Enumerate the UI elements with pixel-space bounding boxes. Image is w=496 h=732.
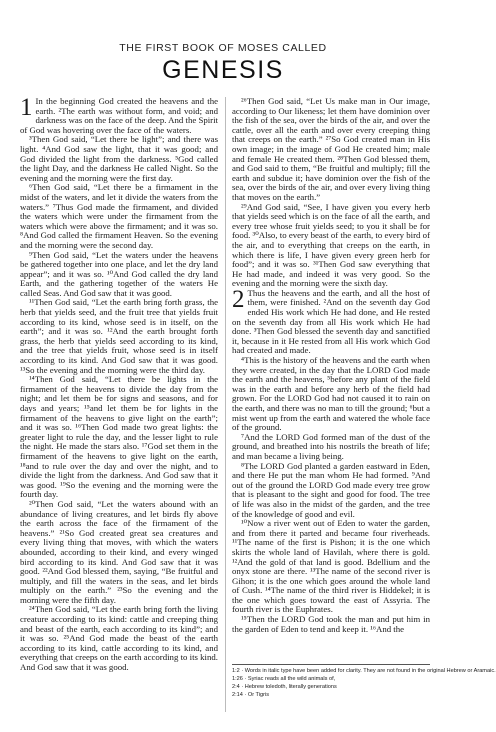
verse-paragraph: ¹⁵Then the LORD God took the man and put him in the garden of Eden to tend and keep it. ¹⁶And the bbox=[232, 614, 430, 634]
verse-paragraph: ²⁶Then God said, “Let Us make man in Our image, according to Our likeness; let them have dominion over the fish of the sea, over the birds of the air, and over the cattle, over all the earth and over every creeping thing that creeps on the earth.” ²⁷So God created man in His own image; in the image of God He created him; male and female He created them. ²⁸Then God blessed them, and God said to them, “Be fruitful and multiply; fill the earth and subdue it; have dominion over the fish of the sea, over the birds of the air, and over every living thing that moves on the earth.” bbox=[232, 96, 430, 202]
verse-paragraph: ³Then God said, “Let there be light”; and there was light. ⁴And God saw the light, that it was good; and God divided the light from the darkness. ⁵God called the light Day, and the darkness He called Night. So the evening and the morning were the first day. bbox=[20, 134, 218, 183]
book-title: GENESIS bbox=[162, 56, 284, 84]
verse-paragraph: ²⁴Then God said, “Let the earth bring forth the living creature according to its kind: cattle and creeping thing and beast of the earth, each according to its kind”; and it was so. ²⁵And God made the beast of the earth according to its kind, cattle according to its kind, and everything that creeps on the earth according to its kind. And God saw that it was good. bbox=[20, 604, 218, 673]
verse-paragraph: ⁴This is the history of the heavens and the earth when they were created, in the day that the LORD God made the earth and the heavens, ⁵before any plant of the field was in the earth and before any herb of the field had grown. For the LORD God had not caused it to rain on the earth, and there was no man to till the ground; ⁶but a mist went up from the earth and watered the whole face of the ground. bbox=[232, 355, 430, 433]
verse-paragraph: 2 Thus the heavens and the earth, and all the host of them, were finished. ²And on the seventh day God ended His work which He had done, and He rested on the seventh day from all His work which He had done. ³Then God blessed the seventh day and sanctified it, because in it He rested from all His work which God had created and made. bbox=[232, 285, 430, 356]
chapter-number-2: 2 bbox=[232, 285, 245, 313]
footnote: 2:4 · Hebrew toledoth, literally generations bbox=[232, 684, 337, 690]
verse-paragraph: ²⁰Then God said, “Let the waters abound with an abundance of living creatures, and let birds fly above the earth across the face of the firmament of the heavens.” ²¹So God created great sea creatures and every living thing that moves, with which the waters abounded, according to their kind, and every winged bird according to its kind. And God saw that it was good. ²²And God blessed them, saying, “Be fruitful and multiply, and fill the waters in the seas, and let birds multiply on the earth.” ²³So the evening and the morning were the fifth day. bbox=[20, 498, 218, 605]
verse-paragraph: 1 In the beginning God created the heavens and the earth. ²The earth was without form, and void; and darkness was on the face of the deep. And the Spirit of God was hovering over the face of the waters. bbox=[20, 94, 218, 135]
footnote: 1:26 · Syriac reads all the wild animals of, bbox=[232, 676, 336, 682]
right-column bbox=[232, 97, 430, 634]
book-subtitle: THE FIRST BOOK OF MOSES CALLED bbox=[119, 42, 327, 54]
footnotes bbox=[232, 664, 496, 699]
verse-paragraph: ⁸The LORD God planted a garden eastward in Eden, and there He put the man whom He had formed. ⁹And out of the ground the LORD God made every tree grow that is pleasant to the sight and good for food. The tree of life was also in the midst of the garden, and the tree of the knowledge of good and evil. bbox=[232, 460, 430, 519]
chapter-number-1: 1 bbox=[20, 94, 33, 121]
verse-paragraph: ²⁹And God said, “See, I have given you every herb that yields seed which is on the face of all the earth, and every tree whose fruit yields seed; to you it shall be for food. ³⁰Also, to every beast of the earth, to every bird of the air, and to everything that creeps on the earth, in which there is life, I have given every green herb for food”; and it was so. ³¹Then God saw everything that He had made, and indeed it was very good. So the evening and the morning were the sixth day. bbox=[232, 201, 430, 289]
verse-paragraph: ⁷And the LORD God formed man of the dust of the ground, and breathed into his nostrils the breath of life; and man became a living being. bbox=[232, 431, 430, 461]
verse-paragraph: ⁶Then God said, “Let there be a firmament in the midst of the waters, and let it divide the waters from the waters.” ⁷Thus God made the firmament, and divided the waters which were under the firmament from the waters which were above the firmament; and it was so. ⁸And God called the firmament Heaven. So the evening and the morning were the second day. bbox=[20, 182, 218, 250]
verse-paragraph: ¹⁰Now a river went out of Eden to water the garden, and from there it parted and became four riverheads. ¹¹The name of the first is Pishon; it is the one which skirts the whole land of Havilah, where there is gold. ¹²And the gold of that land is good. Bdellium and the onyx stone are there. ¹³The name of the second river is Gihon; it is the one which goes around the whole land of Cush. ¹⁴The name of the third river is Hiddekel; it is the one which goes toward the east of Assyria. The fourth river is the Euphrates. bbox=[232, 518, 430, 615]
verse-paragraph: ⁹Then God said, “Let the waters under the heavens be gathered together into one place, and let the dry land appear”; and it was so. ¹⁰And God called the dry land Earth, and the gathering together of the waters He called Seas. And God saw that it was good. bbox=[20, 249, 218, 298]
column-divider bbox=[225, 97, 226, 712]
footnote: 2:14 · Or Tigris bbox=[232, 692, 269, 698]
verse-paragraph: ¹¹Then God said, “Let the earth bring forth grass, the herb that yields seed, and the fruit tree that yields fruit according to its kind, whose seed is in itself, on the earth”; and it was so. ¹²And the earth brought forth grass, the herb that yields seed according to its kind, and the tree that yields fruit, whose seed is in itself according to its kind. And God saw that it was good. ¹³So the evening and the morning were the third day. bbox=[20, 297, 218, 375]
left-column bbox=[20, 94, 218, 673]
verse-paragraph: ¹⁴Then God said, “Let there be lights in the firmament of the heavens to divide the day from the night; and let them be for signs and seasons, and for days and years; ¹⁵and let them be for lights in the firmament of the heavens to give light on the earth”; and it was so. ¹⁶Then God made two great lights: the greater light to rule the day, and the lesser light to rule the night. He made the stars also. ¹⁷God set them in the firmament of the heavens to give light on the earth, ¹⁸and to rule over the day and over the night, and to divide the light from the darkness. And God saw that it was good. ¹⁹So the evening and the morning were the fourth day. bbox=[20, 374, 218, 500]
footnote: 1:2 · Words in italic type have been added for clarity. They are not found in the original Hebrew or Aramaic. bbox=[232, 668, 496, 674]
